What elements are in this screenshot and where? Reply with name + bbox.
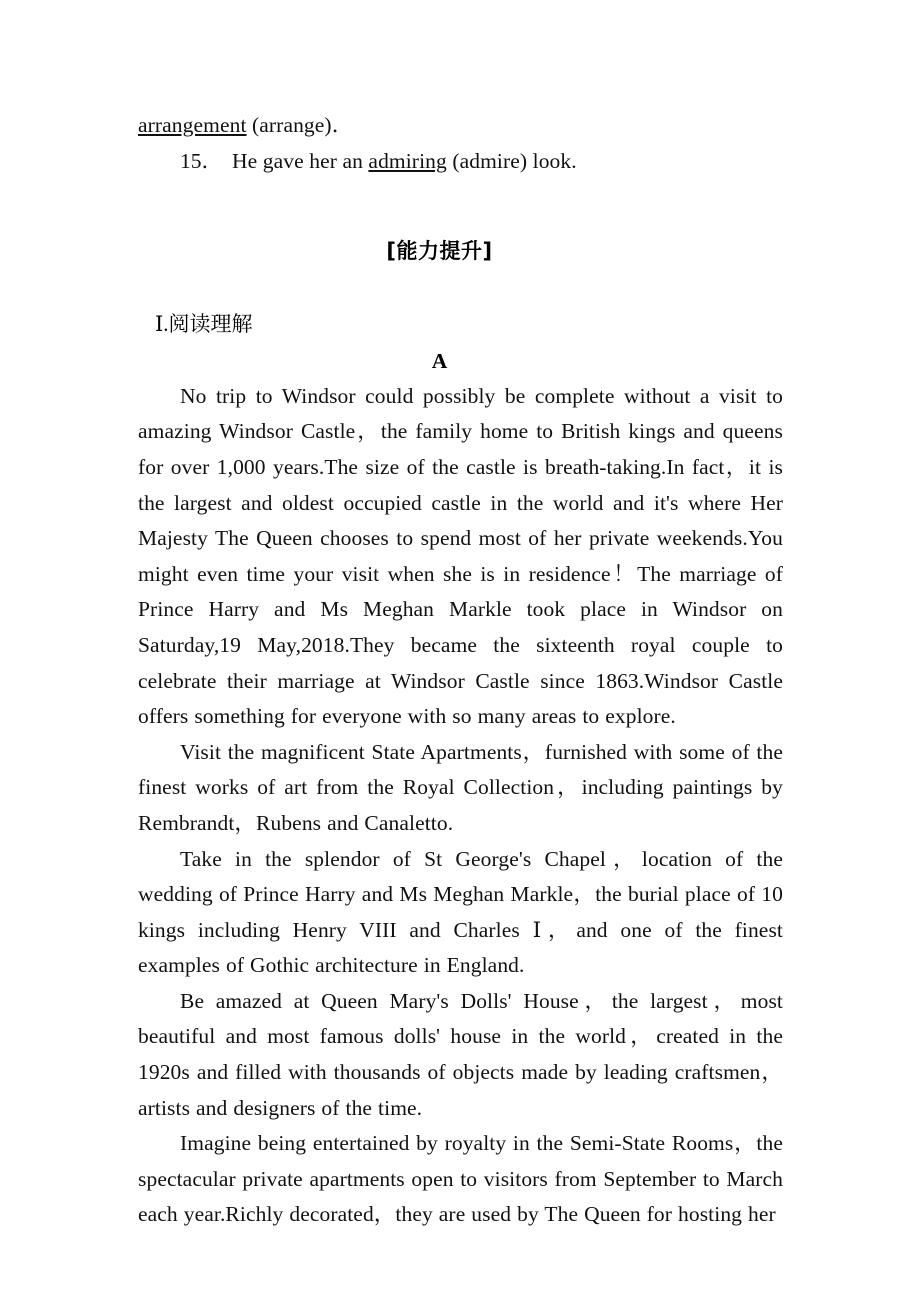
item-15-before: He gave her an <box>232 148 369 173</box>
item-15-after: (admire) look. <box>446 148 577 173</box>
answer-blank-admiring: admiring <box>368 148 447 173</box>
subsection-heading: Ⅰ.阅读理解 <box>155 312 253 337</box>
item-number: 15． <box>180 148 224 173</box>
passage-paragraph-5: Imagine being entertained by royalty in the Semi-State Rooms，the spectacular private apartments open to visitors from September to March each year.Richly decorated，they are used by The Queen for hosting her <box>138 1131 783 1227</box>
passage-label: A <box>431 348 448 373</box>
continued-answer-suffix: (arrange)． <box>246 113 354 137</box>
passage-paragraph-2: Visit the magnificent State Apartments，furnished with some of the finest works of art from the Royal Collection，including paintings by Rembrandt，Rubens and Canaletto. <box>138 739 783 835</box>
passage-paragraph-3: Take in the splendor of St George's Chapel，location of the wedding of Prince Harry and Ms Meghan Markle，the burial place of 10 kings including Henry VIII and Charles Ⅰ，and one of the finest examples of Gothic architecture in England. <box>138 846 783 978</box>
answer-blank-arrangement: arrangement <box>138 113 247 137</box>
page-content <box>138 108 783 1233</box>
exercise-item-15 <box>138 144 783 180</box>
passage-paragraph-1: No trip to Windsor could possibly be complete without a visit to amazing Windsor Castle，the family home to British kings and queens for over 1,000 years.The size of the castle is breath-taking.In fact，it is the largest and oldest occupied castle in the world and it's where Her Majesty The Queen chooses to spend most of her private weekends.You might even time your visit when she is in residence！The marriage of Prince Harry and Ms Meghan Markle took place in Windsor on Saturday,19 May,2018.They became the sixteenth royal couple to celebrate their marriage at Windsor Castle since 1863.Windsor Castle offers something for everyone with so many areas to explore. <box>138 383 783 729</box>
section-heading: [能力提升] <box>386 239 493 264</box>
passage-paragraph-4: Be amazed at Queen Mary's Dolls' House，the largest，most beautiful and most famous dolls' house in the world，created in the 1920s and filled with thousands of objects made by leading craftsmen，artists and designers of the time. <box>138 988 783 1120</box>
continued-answer-line <box>138 108 783 144</box>
